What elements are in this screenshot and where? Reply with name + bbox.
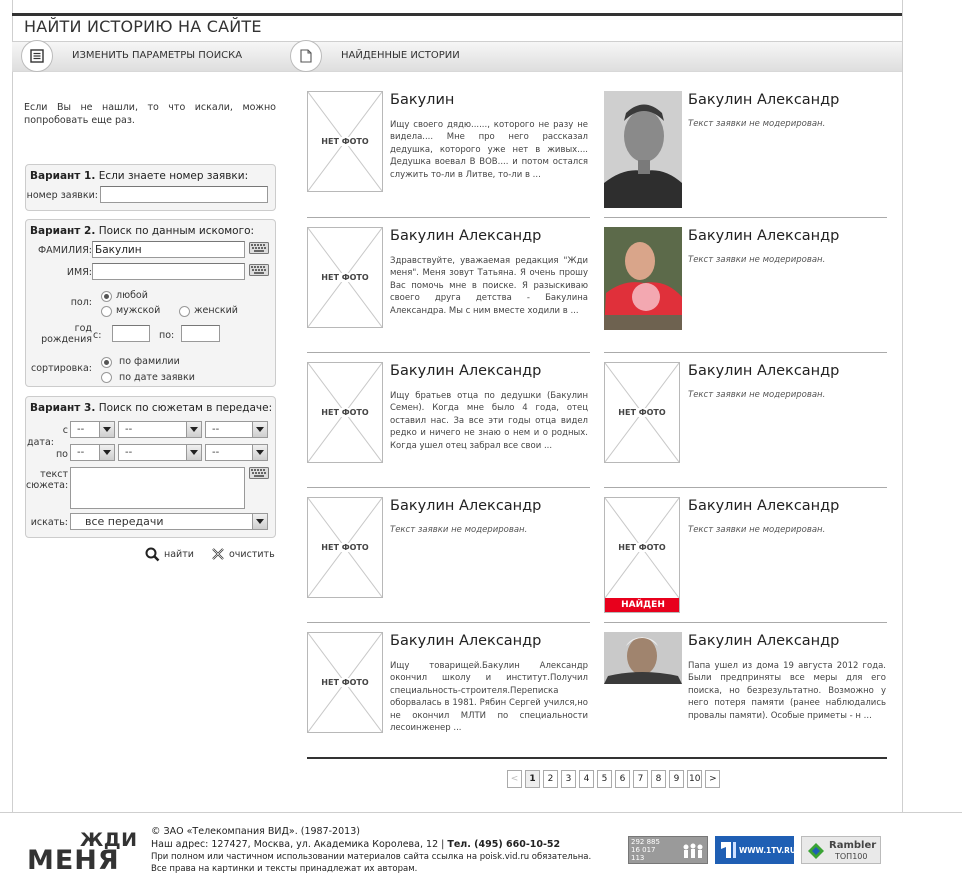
result-text: Здравствуйте, уважаемая редакция "Жди меня". Меня зовут Татьяна. Я очень прошу Вас помочь мне в поиске. Я разыскиваю своего друга детства - Бакулина Александра. Мы с ним вместе ходили в ... (390, 256, 588, 316)
document-list-icon[interactable] (21, 40, 53, 72)
pager-page[interactable]: 7 (633, 770, 648, 788)
first-channel-badge[interactable]: WWW.1TV.RU (715, 836, 794, 864)
address-line: Наш адрес: 127427, Москва, ул. Академика Королева, 12 | Тел. (495) 660-10-52 (151, 839, 561, 850)
variant-1-number: Вариант 1. (30, 170, 96, 182)
no-photo-placeholder[interactable]: НЕТ ФОТО (307, 227, 383, 328)
result-photo[interactable] (604, 632, 682, 684)
result-title[interactable]: Бакулин Александр (688, 92, 840, 108)
variant-2-title: Поиск по данным искомого: (98, 225, 255, 237)
date-from-month-select[interactable]: -- (118, 421, 202, 438)
result-divider (307, 487, 590, 488)
variant-2-number: Вариант 2. (30, 225, 96, 237)
sort-date-radio[interactable] (101, 372, 112, 383)
change-search-params-link[interactable]: ИЗМЕНИТЬ ПАРАМЕТРЫ ПОИСКА (72, 50, 243, 61)
keyboard-icon[interactable] (249, 264, 269, 276)
name-input[interactable] (92, 263, 245, 280)
page-title: НАЙТИ ИСТОРИЮ НА САЙТЕ (24, 17, 262, 36)
sort-label: сортировка: (31, 363, 92, 374)
date-to-day-select[interactable]: -- (70, 444, 115, 461)
variant-1-panel (25, 164, 276, 211)
magnifier-icon (145, 547, 160, 562)
result-title[interactable]: Бакулин Александр (390, 498, 542, 514)
find-label: найти (164, 549, 194, 560)
no-photo-placeholder[interactable]: НЕТ ФОТО (307, 632, 383, 733)
pager-page[interactable]: 9 (669, 770, 684, 788)
result-text: Папа ушел из дома 19 августа 2012 года. Были предприняты все меры для его поиска, но безрезультатно. Возможно у него потеря памяти (ранее наблюдались провалы памяти). Особые приметы - н ... (688, 661, 886, 721)
birth-year-label: год рождения (41, 323, 92, 345)
people-icon (681, 843, 705, 859)
pager-page[interactable]: 3 (561, 770, 576, 788)
result-divider (604, 352, 887, 353)
footer-rule (0, 812, 962, 813)
keyboard-icon[interactable] (249, 242, 269, 254)
variant-3-number: Вариант 3. (30, 402, 96, 414)
surname-label: ФАМИЛИЯ: (37, 245, 92, 256)
request-number-input[interactable] (100, 186, 268, 203)
result-text-unmoderated: Текст заявки не модерирован. (688, 525, 826, 535)
result-divider (307, 352, 590, 353)
retry-hint: Если Вы не нашли, то что искали, можно попробовать еще раз. (24, 102, 276, 126)
result-text-unmoderated: Текст заявки не модерирован. (688, 255, 826, 265)
found-badge: НАЙДЕН (605, 598, 680, 612)
pagination (507, 770, 720, 788)
blank-page-icon[interactable] (290, 40, 322, 72)
result-title[interactable]: Бакулин Александр (390, 633, 542, 649)
sex-male-label: мужской (116, 305, 161, 316)
name-label: ИМЯ: (66, 267, 92, 278)
rambler-icon (806, 841, 826, 861)
clear-button[interactable] (211, 547, 275, 561)
rights-note: Все права на картинки и тексты принадлежат их авторам. (151, 864, 418, 874)
sort-surname-radio[interactable] (101, 357, 112, 368)
channel-one-icon (719, 840, 737, 860)
found-stories-link[interactable]: НАЙДЕННЫЕ ИСТОРИИ (341, 50, 460, 61)
date-from-year-select[interactable]: -- (205, 421, 268, 438)
pager-page[interactable]: 6 (615, 770, 630, 788)
result-photo[interactable] (604, 227, 682, 330)
pager-page[interactable]: 2 (543, 770, 558, 788)
result-divider (604, 217, 887, 218)
year-to-label: по: (159, 330, 175, 341)
pager-page[interactable]: 10 (687, 770, 702, 788)
date-to-month-select[interactable]: -- (118, 444, 202, 461)
sex-male-radio[interactable] (101, 306, 112, 317)
pager-prev[interactable]: < (507, 770, 522, 788)
date-from-label: с (62, 425, 68, 436)
result-photo[interactable] (604, 91, 682, 208)
request-number-label: номер заявки: (26, 190, 98, 201)
search-in-select[interactable]: все передачи (70, 513, 268, 530)
result-text-unmoderated: Текст заявки не модерирован. (390, 525, 528, 535)
result-title[interactable]: Бакулин Александр (688, 363, 840, 379)
liveinternet-counter[interactable]: 292 885 16 017 113 (628, 836, 708, 864)
story-text-label: текст сюжета: (26, 469, 69, 491)
result-divider (307, 622, 590, 623)
result-text-unmoderated: Текст заявки не модерирован. (688, 119, 826, 129)
result-title[interactable]: Бакулин Александр (688, 498, 840, 514)
usage-note: При полном или частичном использовании материалов сайта ссылка на poisk.vid.ru обязательна. (151, 852, 592, 862)
story-text-textarea[interactable] (70, 467, 245, 509)
date-to-label: по (55, 449, 68, 460)
sex-label: пол: (70, 297, 92, 308)
no-photo-placeholder[interactable]: НЕТ ФОТО (307, 91, 383, 192)
clear-x-icon (211, 547, 225, 561)
pager-next[interactable]: > (705, 770, 720, 788)
sex-female-label: женский (194, 305, 238, 316)
clear-label: очистить (229, 548, 275, 560)
result-title[interactable]: Бакулин Александр (688, 633, 840, 649)
date-to-year-select[interactable]: -- (205, 444, 268, 461)
logo-bottom[interactable]: МЕНЯ (27, 845, 120, 876)
date-label: дата: (27, 437, 54, 448)
find-button[interactable] (145, 547, 194, 562)
surname-input[interactable]: Бакулин (92, 241, 245, 258)
result-title[interactable]: Бакулин (390, 92, 455, 108)
year-from-label: с: (93, 330, 102, 341)
no-photo-placeholder[interactable]: НЕТ ФОТО НАЙДЕН (604, 497, 680, 613)
pager-page[interactable]: 4 (579, 770, 594, 788)
logo-top[interactable]: ЖДИ (80, 829, 138, 851)
variant-1-title: Если знаете номер заявки: (98, 170, 249, 182)
pager-page[interactable]: 1 (525, 770, 540, 788)
sex-female-radio[interactable] (179, 306, 190, 317)
year-to-input[interactable] (181, 325, 220, 342)
copyright: © ЗАО «Телекомпания ВИД». (1987-2013) (151, 826, 360, 837)
results-bottom-rule (307, 757, 887, 759)
result-text-unmoderated: Текст заявки не модерирован. (688, 390, 826, 400)
date-from-day-select[interactable]: -- (70, 421, 115, 438)
top-rule (12, 13, 902, 16)
sex-any-radio[interactable] (101, 291, 112, 302)
no-photo-placeholder[interactable]: НЕТ ФОТО (307, 497, 383, 598)
sort-surname-label: по фамилии (119, 356, 180, 367)
no-photo-placeholder[interactable]: НЕТ ФОТО (307, 362, 383, 463)
no-photo-placeholder[interactable]: НЕТ ФОТО (604, 362, 680, 463)
result-title[interactable]: Бакулин Александр (688, 228, 840, 244)
year-from-input[interactable] (112, 325, 150, 342)
variant-2-panel (25, 219, 276, 387)
result-title[interactable]: Бакулин Александр (390, 228, 542, 244)
pager-page[interactable]: 8 (651, 770, 666, 788)
result-text: Ищу товарищей.Бакулин Александр окончил школу и институт.Получил специальность-строителя.Переписка оборвалась в 1981. Рябин Сергей учился,но не окончил МЛТИ по специальности лесоинженер ... (390, 661, 588, 734)
result-text: Ищу своего дядю......, которого не разу не видела.... Мне про него рассказал дедушка, которого уже нет в живых.... Дедушка воевал В ВОВ.... и потом остался служить то-ли в Литве, то-ли в ... (390, 120, 588, 180)
keyboard-icon[interactable] (249, 467, 269, 479)
variant-3-panel (25, 396, 276, 538)
sort-date-label: по дате заявки (119, 372, 195, 383)
search-in-label: искать: (30, 517, 68, 528)
result-text: Ищу братьев отца по дедушки (Бакулин Семен). Когда мне было 4 года, отец оставил нас. За все эти годы отца видел редко и ничего не знаю о нем и о родных. Когда ушел отец забрал все свои ... (390, 391, 588, 451)
variant-3-title: Поиск по сюжетам в передаче: (98, 402, 273, 414)
pager-page[interactable]: 5 (597, 770, 612, 788)
result-divider (604, 622, 887, 623)
rambler-top100-badge[interactable]: Rambler ТОП100 (801, 836, 881, 864)
result-divider (604, 487, 887, 488)
sex-any-label: любой (116, 290, 148, 301)
result-title[interactable]: Бакулин Александр (390, 363, 542, 379)
phone: Тел. (495) 660-10-52 (447, 839, 561, 850)
result-divider (307, 217, 590, 218)
